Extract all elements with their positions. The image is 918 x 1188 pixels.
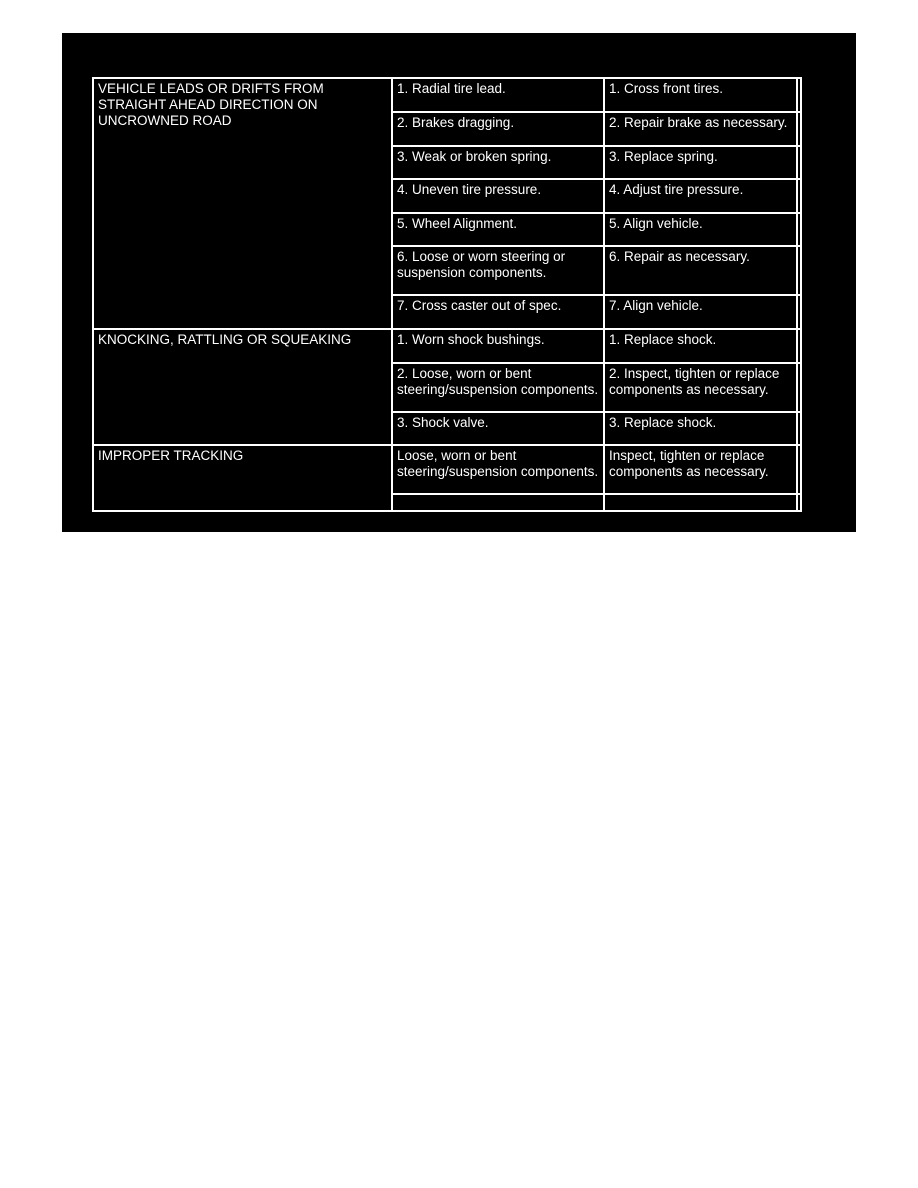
- correction-cell: 1. Replace shock.: [604, 329, 797, 363]
- cause-cell: 2. Loose, worn or bent steering/suspension components.: [392, 363, 604, 412]
- table-row: [93, 78, 801, 112]
- cause-cell: 3. Weak or broken spring.: [392, 146, 604, 179]
- cause-cell: 2. Brakes dragging.: [392, 112, 604, 146]
- blank-cell: [797, 494, 801, 511]
- blank-cell: [797, 363, 801, 412]
- blank-cell: [797, 295, 801, 329]
- condition-cell: VEHICLE LEADS OR DRIFTS FROM STRAIGHT AHEAD DIRECTION ON UNCROWNED ROAD: [93, 78, 392, 329]
- table-row: [93, 445, 801, 494]
- correction-cell: Inspect, tighten or replace components as necessary.: [604, 445, 797, 494]
- correction-cell: 6. Repair as necessary.: [604, 246, 797, 295]
- correction-cell: 5. Align vehicle.: [604, 213, 797, 246]
- cause-cell: 3. Shock valve.: [392, 412, 604, 445]
- cause-cell: 6. Loose or worn steering or suspension components.: [392, 246, 604, 295]
- correction-cell: 3. Replace spring.: [604, 146, 797, 179]
- blank-cell: [797, 146, 801, 179]
- blank-cell: [797, 329, 801, 363]
- cause-cell: [392, 494, 604, 511]
- correction-cell: 7. Align vehicle.: [604, 295, 797, 329]
- blank-cell: [797, 112, 801, 146]
- blank-cell: [797, 78, 801, 112]
- condition-cell: KNOCKING, RATTLING OR SQUEAKING: [93, 329, 392, 445]
- correction-cell: 2. Inspect, tighten or replace components as necessary.: [604, 363, 797, 412]
- correction-cell: 4. Adjust tire pressure.: [604, 179, 797, 213]
- blank-cell: [797, 412, 801, 445]
- blank-cell: [797, 213, 801, 246]
- cause-cell: 4. Uneven tire pressure.: [392, 179, 604, 213]
- cause-cell: 1. Worn shock bushings.: [392, 329, 604, 363]
- cause-cell: 1. Radial tire lead.: [392, 78, 604, 112]
- blank-cell: [797, 445, 801, 494]
- correction-cell: 1. Cross front tires.: [604, 78, 797, 112]
- blank-cell: [797, 246, 801, 295]
- table-row: [93, 329, 801, 363]
- correction-cell: 3. Replace shock.: [604, 412, 797, 445]
- blank-cell: [797, 179, 801, 213]
- diagnosis-table: [92, 77, 802, 512]
- condition-cell: IMPROPER TRACKING: [93, 445, 392, 511]
- cause-cell: 7. Cross caster out of spec.: [392, 295, 604, 329]
- diagnosis-panel: [62, 33, 856, 532]
- correction-cell: [604, 494, 797, 511]
- cause-cell: 5. Wheel Alignment.: [392, 213, 604, 246]
- correction-cell: 2. Repair brake as necessary.: [604, 112, 797, 146]
- cause-cell: Loose, worn or bent steering/suspension components.: [392, 445, 604, 494]
